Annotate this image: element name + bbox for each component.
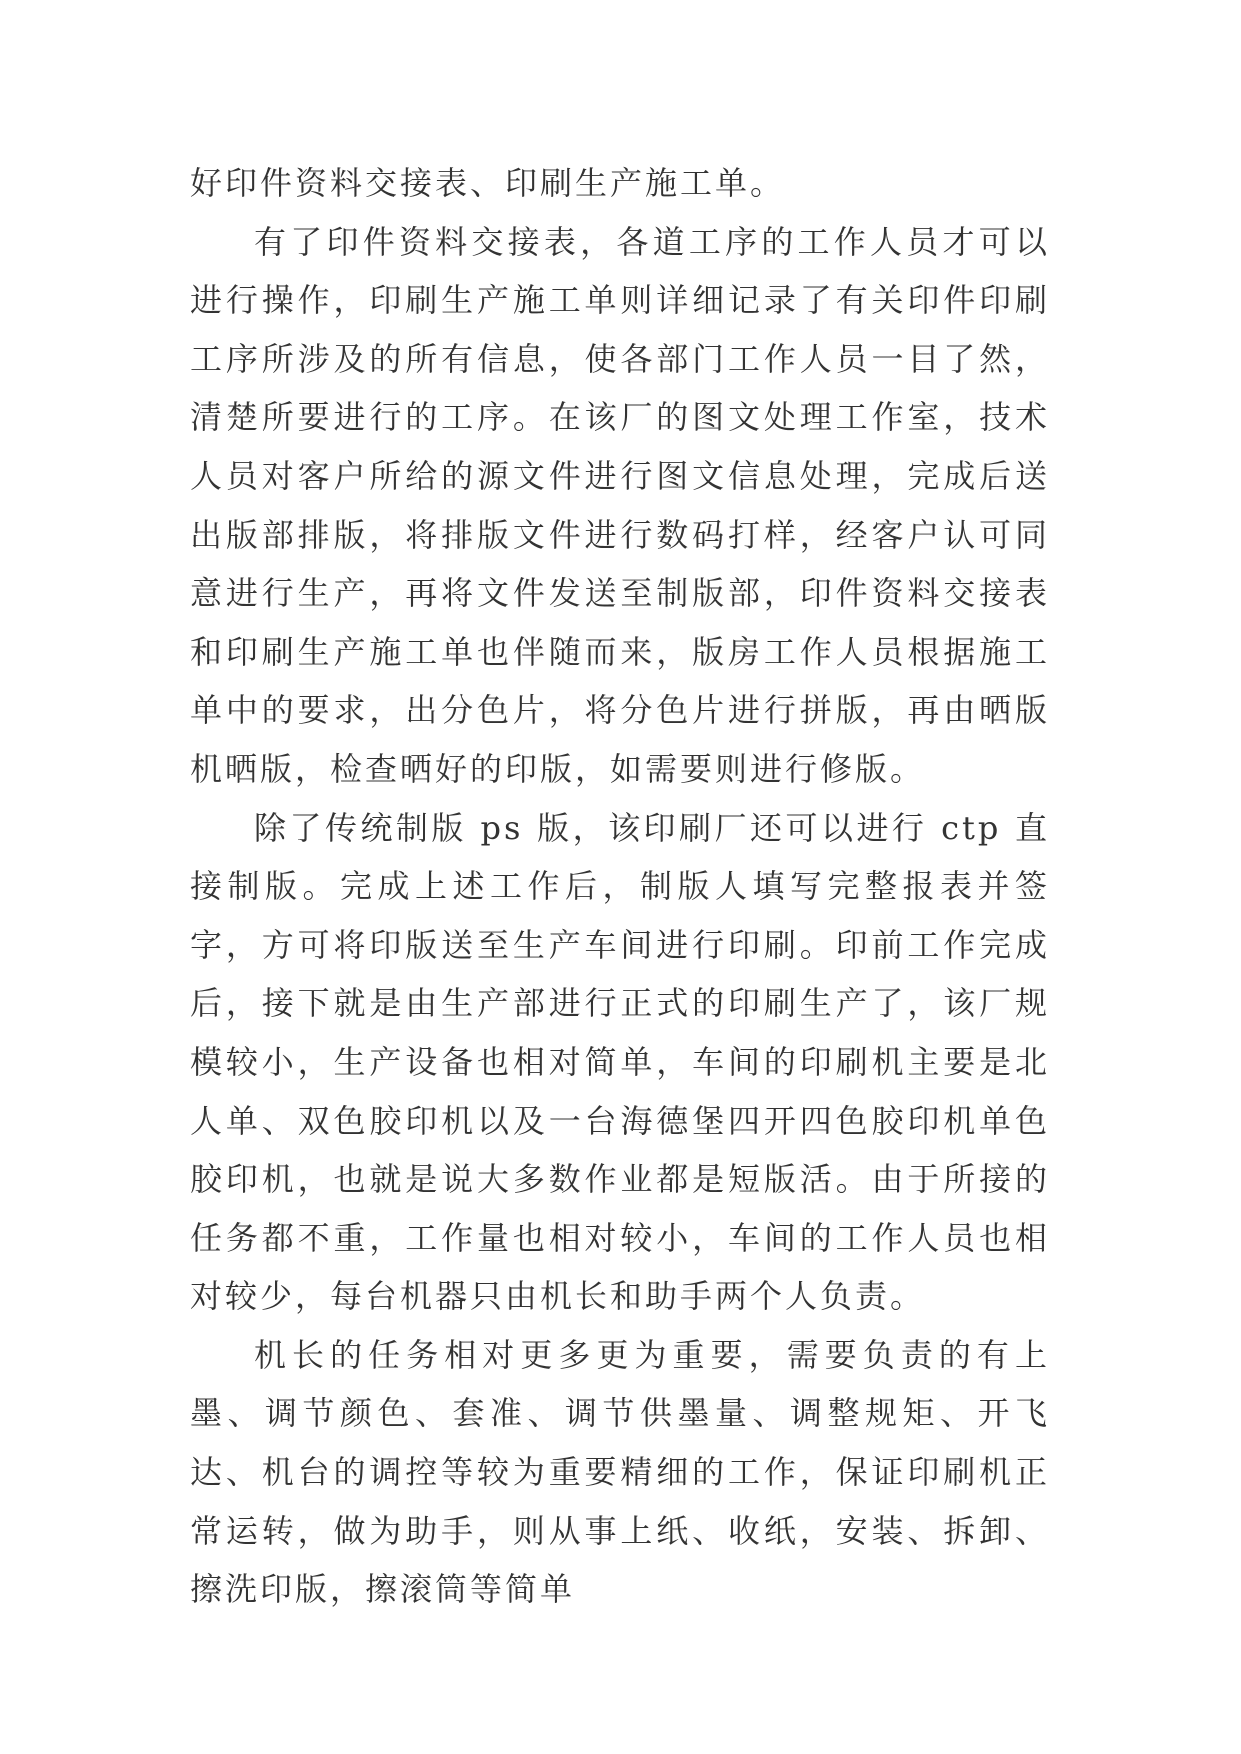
paragraph-1: 好印件资料交接表、印刷生产施工单。	[190, 164, 786, 202]
paragraph-2: 有了印件资料交接表，各道工序的工作人员才可以进行操作，印刷生产施工单则详细记录了有关印件印刷工序所涉及的所有信息，使各部门工作人员一目了然，清楚所要进行的工序。在该厂的图文处理工作室，技术人员对客户所给的源文件进行图文信息处理，完成后送出版部排版，将排版文件进行数码打样，经客户认可同意进行生产，再将文件发送至制版部，印件资料交接表和印刷生产施工单也伴随而来，版房工作人员根据施工单中的要求，出分色片，将分色片进行拼版，再由晒版机晒版，检查晒好的印版，如需要则进行修版。	[190, 222, 1050, 788]
paragraph-4: 机长的任务相对更多更为重要，需要负责的有上墨、调节颜色、套准、调节供墨量、调整规矩、开飞达、机台的调控等较为重要精细的工作，保证印刷机正常运转，做为助手，则从事上纸、收纸，安装、拆卸、擦洗印版，擦滚筒等简单	[190, 1335, 1050, 1609]
body-text	[190, 154, 1050, 1619]
paragraph-3: 除了传统制版 ps 版，该印刷厂还可以进行 ctp 直接制版。完成上述工作后，制版人填写完整报表并签字，方可将印版送至生产车间进行印刷。印前工作完成后，接下就是由生产部进行正式的印刷生产了，该厂规模较小，生产设备也相对简单，车间的印刷机主要是北人单、双色胶印机以及一台海德堡四开四色胶印机单色胶印机，也就是说大多数作业都是短版活。由于所接的任务都不重，工作量也相对较小，车间的工作人员也相对较少，每台机器只由机长和助手两个人负责。	[190, 808, 1050, 1316]
